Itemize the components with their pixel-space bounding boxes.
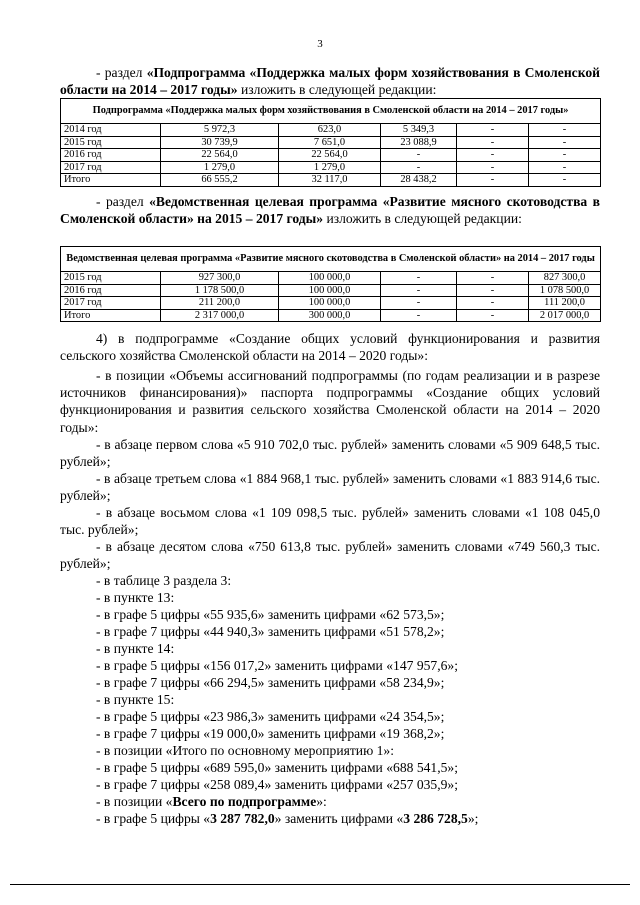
total-old-value: 3 287 782,0 [210,811,275,826]
total-position-pre: - в позиции « [96,794,173,809]
total-position-bold: Всего по подпрограмме [172,794,317,809]
change-line: - в пункте 14: [96,641,175,656]
row-label-cell: 2015 год [61,136,161,149]
value-cell: - [381,297,457,310]
passport-position-paragraph: - в позиции «Объемы ассигнований подпрограммы (по годам реализации и в разрезе источников финансирования)» паспорта подпрограммы «Создание общих условий функционирования и развития сельского хозяйства Смоленской области на 2014 – 2020 годы»: [60,368,600,435]
value-cell: 1 279,0 [279,161,381,174]
paragraph-first-change: - в абзаце первом слова «5 910 702,0 тыс. рублей» заменить словами «5 909 648,5 тыс. рублей»; [60,437,600,470]
value-cell: 100 000,0 [279,297,381,310]
total-change-post: »; [467,811,479,826]
row-label-cell: 2015 год [61,272,161,285]
paragraph-third-change: - в абзаце третьем слова «1 884 968,1 тыс. рублей» заменить словами «1 883 914,6 тыс. рублей»; [60,471,600,504]
row-label-cell: 2016 год [61,284,161,297]
change-line: - в позиции «Итого по основному мероприятию 1»: [96,743,394,758]
value-cell: - [457,136,529,149]
value-cell: 211 200,0 [161,297,279,310]
table-row [61,136,601,149]
value-cell: 5 349,3 [381,124,457,137]
section2-dash: - раздел [96,194,150,209]
value-cell: - [529,149,601,162]
value-cell: 5 972,3 [161,124,279,137]
table-small-farms [60,98,601,187]
row-label-cell: 2014 год [61,124,161,137]
paragraph-eighth-change: - в абзаце восьмом слова «1 109 098,5 тыс. рублей» заменить словами «1 108 045,0 тыс. рублей»; [60,505,600,538]
table-beef-cattle [60,246,601,322]
value-cell: 1 279,0 [161,161,279,174]
value-cell: 22 564,0 [161,149,279,162]
item-4-paragraph: 4) в подпрограмме «Создание общих условий функционирования и развития сельского хозяйства Смоленской области на 2014 – 2020 годы»: [60,331,600,364]
value-cell: - [457,124,529,137]
total-position-post: »: [316,794,327,809]
table-row [61,124,601,137]
footer-rule [10,884,630,885]
table-row [61,297,601,310]
value-cell: 2 317 000,0 [161,309,279,322]
row-label-cell: 2017 год [61,161,161,174]
value-cell: - [381,161,457,174]
value-cell: 111 200,0 [529,297,601,310]
value-cell: - [381,149,457,162]
section1-dash: - раздел [96,65,147,80]
change-line: - в графе 7 цифры «66 294,5» заменить цифрами «58 234,9»; [96,675,445,690]
value-cell: 23 088,9 [381,136,457,149]
table-row [61,161,601,174]
value-cell: - [457,161,529,174]
total-new-value: 3 286 728,5 [403,811,468,826]
section2-title: «Ведомственная целевая программа «Развитие мясного скотоводства в Смоленской области» на 2015 – 2017 годы» [60,194,600,227]
section1-title: «Подпрограмма «Поддержка малых форм хозяйствования в Смоленской области на 2014 – 2017 годы» [60,65,600,98]
value-cell: - [457,309,529,322]
table-row [61,174,601,187]
row-label-cell: 2016 год [61,149,161,162]
page-number: 3 [317,38,323,50]
total-change-pre: - в графе 5 цифры « [96,811,211,826]
value-cell: 827 300,0 [529,272,601,285]
value-cell: - [457,284,529,297]
change-line: - в пункте 13: [96,590,175,605]
change-line: - в пункте 15: [96,692,175,707]
value-cell: - [457,149,529,162]
value-cell: - [529,124,601,137]
value-cell: 32 117,0 [279,174,381,187]
change-line: - в графе 7 цифры «19 000,0» заменить цифрами «19 368,2»; [96,726,445,741]
row-label-cell: 2017 год [61,297,161,310]
value-cell: 22 564,0 [279,149,381,162]
change-line: - в графе 7 цифры «44 940,3» заменить цифрами «51 578,2»; [96,624,445,639]
value-cell: - [381,309,457,322]
change-line: - в графе 5 цифры «689 595,0» заменить цифрами «688 541,5»; [96,760,458,775]
value-cell: 1 078 500,0 [529,284,601,297]
value-cell: 927 300,0 [161,272,279,285]
table1-title: Подпрограмма «Поддержка малых форм хозяйствования в Смоленской области на 2014 – 2017 годы» [61,99,601,124]
value-cell: 623,0 [279,124,381,137]
value-cell: 100 000,0 [279,272,381,285]
table2-title: Ведомственная целевая программа «Развитие мясного скотоводства в Смоленской области» на 2014 – 2017 годы [61,247,601,272]
value-cell: - [457,272,529,285]
value-cell: - [529,161,601,174]
total-change-line [96,810,640,827]
table-row [61,149,601,162]
total-change-mid: » заменить цифрами « [274,811,404,826]
section2-tail: изложить в следующей редакции: [323,211,522,227]
section1-heading [60,64,600,98]
value-cell: - [381,272,457,285]
value-cell: 66 555,2 [161,174,279,187]
change-line: - в графе 7 цифры «258 089,4» заменить цифрами «257 035,9»; [96,777,458,792]
table-row [61,272,601,285]
row-label-cell: Итого [61,309,161,322]
value-cell: 2 017 000,0 [529,309,601,322]
value-cell: 100 000,0 [279,284,381,297]
value-cell: - [529,136,601,149]
row-label-cell: Итого [61,174,161,187]
value-cell: 30 739,9 [161,136,279,149]
value-cell: 28 438,2 [381,174,457,187]
change-line: - в таблице 3 раздела 3: [96,573,232,588]
table-row [61,284,601,297]
section2-heading [60,193,600,227]
paragraph-tenth-change: - в абзаце десятом слова «750 613,8 тыс. рублей» заменить словами «749 560,3 тыс. рублей»; [60,539,600,572]
value-cell: 300 000,0 [279,309,381,322]
section1-tail: изложить в следующей редакции: [237,82,437,98]
value-cell: 7 651,0 [279,136,381,149]
total-position-line [96,793,640,810]
value-cell: - [457,297,529,310]
change-line: - в графе 5 цифры «55 935,6» заменить цифрами «62 573,5»; [96,607,445,622]
value-cell: - [457,174,529,187]
value-cell: - [381,284,457,297]
value-cell: - [529,174,601,187]
change-line: - в графе 5 цифры «23 986,3» заменить цифрами «24 354,5»; [96,709,445,724]
change-line: - в графе 5 цифры «156 017,2» заменить цифрами «147 957,6»; [96,658,458,673]
value-cell: 1 178 500,0 [161,284,279,297]
table-row [61,309,601,322]
